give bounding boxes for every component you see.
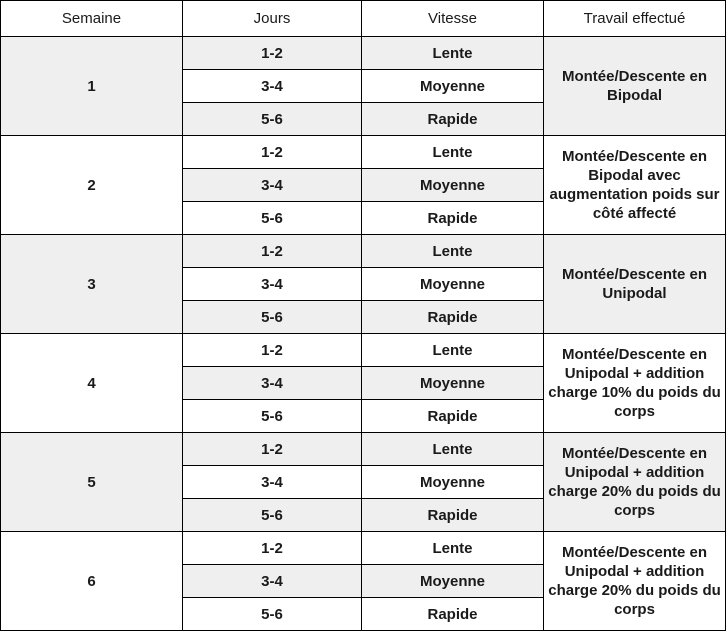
semaine-cell: 5 xyxy=(1,433,183,532)
vitesse-cell: Rapide xyxy=(362,301,544,334)
jours-cell: 1-2 xyxy=(183,235,362,268)
vitesse-cell: Rapide xyxy=(362,499,544,532)
jours-cell: 5-6 xyxy=(183,202,362,235)
vitesse-cell: Rapide xyxy=(362,202,544,235)
jours-cell: 5-6 xyxy=(183,103,362,136)
jours-cell: 3-4 xyxy=(183,268,362,301)
table-row xyxy=(1,334,726,367)
vitesse-cell: Moyenne xyxy=(362,565,544,598)
table-row xyxy=(1,235,726,268)
vitesse-cell: Lente xyxy=(362,37,544,70)
vitesse-cell: Rapide xyxy=(362,400,544,433)
semaine-cell: 6 xyxy=(1,532,183,631)
jours-cell: 1-2 xyxy=(183,532,362,565)
jours-cell: 1-2 xyxy=(183,136,362,169)
vitesse-cell: Lente xyxy=(362,334,544,367)
jours-cell: 5-6 xyxy=(183,400,362,433)
jours-cell: 5-6 xyxy=(183,598,362,631)
jours-cell: 1-2 xyxy=(183,433,362,466)
travail-cell: Montée/Descente en Unipodal + addition charge 10% du poids du corps xyxy=(544,334,726,433)
travail-cell: Montée/Descente en Unipodal + addition charge 20% du poids du corps xyxy=(544,532,726,631)
vitesse-cell: Rapide xyxy=(362,103,544,136)
header-semaine: Semaine xyxy=(1,1,183,37)
vitesse-cell: Moyenne xyxy=(362,466,544,499)
vitesse-cell: Lente xyxy=(362,136,544,169)
table-header xyxy=(1,1,726,37)
header-jours: Jours xyxy=(183,1,362,37)
table-row xyxy=(1,433,726,466)
header-row xyxy=(1,1,726,37)
vitesse-cell: Lente xyxy=(362,235,544,268)
jours-cell: 5-6 xyxy=(183,499,362,532)
jours-cell: 1-2 xyxy=(183,37,362,70)
travail-cell: Montée/Descente en Unipodal xyxy=(544,235,726,334)
vitesse-cell: Moyenne xyxy=(362,268,544,301)
vitesse-cell: Lente xyxy=(362,532,544,565)
vitesse-cell: Moyenne xyxy=(362,169,544,202)
jours-cell: 3-4 xyxy=(183,466,362,499)
travail-cell: Montée/Descente en Bipodal xyxy=(544,37,726,136)
semaine-cell: 1 xyxy=(1,37,183,136)
table-row xyxy=(1,532,726,565)
jours-cell: 3-4 xyxy=(183,367,362,400)
semaine-cell: 3 xyxy=(1,235,183,334)
vitesse-cell: Lente xyxy=(362,433,544,466)
jours-cell: 3-4 xyxy=(183,70,362,103)
vitesse-cell: Moyenne xyxy=(362,70,544,103)
vitesse-cell: Moyenne xyxy=(362,367,544,400)
travail-cell: Montée/Descente en Unipodal + addition charge 20% du poids du corps xyxy=(544,433,726,532)
jours-cell: 3-4 xyxy=(183,169,362,202)
table-body xyxy=(1,37,726,631)
jours-cell: 1-2 xyxy=(183,334,362,367)
travail-cell: Montée/Descente en Bipodal avec augmentation poids sur côté affecté xyxy=(544,136,726,235)
semaine-cell: 2 xyxy=(1,136,183,235)
semaine-cell: 4 xyxy=(1,334,183,433)
header-vitesse: Vitesse xyxy=(362,1,544,37)
table-row xyxy=(1,37,726,70)
jours-cell: 3-4 xyxy=(183,565,362,598)
table-row xyxy=(1,136,726,169)
header-travail: Travail effectué xyxy=(544,1,726,37)
jours-cell: 5-6 xyxy=(183,301,362,334)
vitesse-cell: Rapide xyxy=(362,598,544,631)
